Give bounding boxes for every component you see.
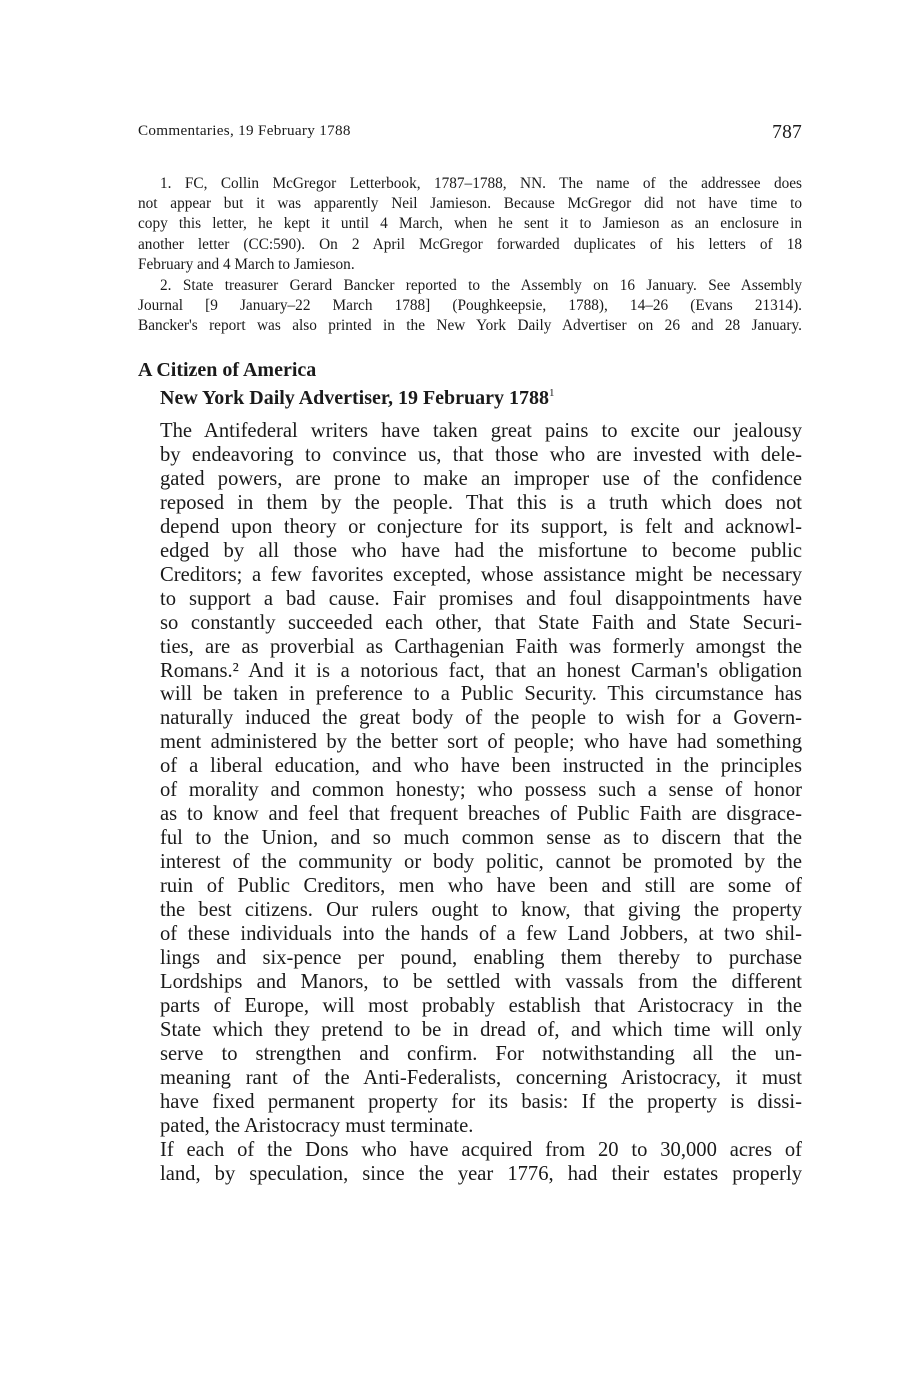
document-heading: [138, 356, 802, 412]
body-line: Romans.² And it is a notorious fact, that an honest Carman's obligation: [160, 659, 802, 682]
document-subtitle: [138, 384, 802, 412]
body-line: lings and six-pence per pound, enabling them thereby to purchase: [160, 946, 802, 969]
note-line: 1. FC, Collin McGregor Letterbook, 1787–1788, NN. The name of the addressee does: [160, 175, 802, 192]
body-line: of a liberal education, and who have been instructed in the principles: [160, 755, 802, 778]
paragraph-1: [138, 420, 802, 1139]
body-line: reposed in them by the people. That this is a truth which does not: [160, 491, 802, 514]
note-line: 2. State treasurer Gerard Bancker reported to the Assembly on 16 January. See Assembly: [160, 277, 802, 295]
body-line: The Antifederal writers have taken great pains to excite our jealousy: [160, 420, 802, 442]
body-line: edged by all those who have had the misfortune to become public: [160, 539, 802, 562]
document-page: [138, 118, 802, 1185]
body-line: by endeavoring to convince us, that those who are invested with dele-: [160, 443, 802, 466]
body-line: Creditors; a few favorites excepted, whose assistance might be necessary: [160, 563, 802, 586]
body-line: ful to the Union, and so much common sense as to discern that the: [160, 827, 802, 850]
footnote-marker: 1: [549, 387, 555, 399]
body-line: will be taken in preference to a Public Security. This circumstance has: [160, 683, 802, 706]
body-line: land, by speculation, since the year 1776, had their estates properly: [160, 1162, 802, 1185]
body-line: ruin of Public Creditors, men who have been and still are some of: [160, 875, 802, 898]
body-line: the best citizens. Our rulers ought to know, that giving the property: [160, 899, 802, 922]
note-line: February and 4 March to Jamieson.: [138, 255, 355, 273]
body-line: naturally induced the great body of the people to wish for a Govern-: [160, 707, 802, 730]
note-line: Journal [9 January–22 March 1788] (Poughkeepsie, 1788), 14–26 (Evans 21314).: [138, 297, 802, 315]
body-line: parts of Europe, will most probably establish that Aristocracy in the: [160, 994, 802, 1017]
body-line: as to know and feel that frequent breaches of Public Faith are disgrace-: [160, 803, 802, 826]
body-line: so constantly succeeded each other, that State Faith and State Securi-: [160, 611, 802, 634]
note-line: Bancker's report was also printed in the New York Daily Advertiser on 26 and 28 January.: [138, 317, 802, 335]
body-line: serve to strengthen and confirm. For notwithstanding all the un-: [160, 1042, 802, 1065]
body-line: meaning rant of the Anti-Federalists, concerning Aristocracy, it must: [160, 1066, 802, 1089]
body-line: State which they pretend to be in dread of, and which time will only: [160, 1018, 802, 1041]
body-line: interest of the community or body politic, cannot be promoted by the: [160, 851, 802, 874]
footnote-1: [138, 174, 802, 275]
body-line: ties, are as proverbial as Carthagenian Faith was formerly amongst the: [160, 635, 802, 658]
paragraph-2: [138, 1139, 802, 1187]
body-line: ment administered by the better sort of people; who have had something: [160, 731, 802, 754]
document-body: [138, 420, 802, 1187]
note-line: another letter (CC:590). On 2 April McGregor forwarded duplicates of his letters of 18: [138, 235, 802, 253]
footnote-2: [138, 276, 802, 337]
subtitle-text: New York Daily Advertiser, 19 February 1788: [160, 387, 550, 409]
body-line: gated powers, are prone to make an improper use of the confidence: [160, 467, 802, 490]
footnotes: [138, 174, 802, 338]
body-line: depend upon theory or conjecture for its support, is felt and acknowl-: [160, 515, 802, 538]
page-number: 787: [772, 122, 802, 143]
body-line: If each of the Dons who have acquired from 20 to 30,000 acres of: [160, 1138, 802, 1161]
document-title: A Citizen of America: [138, 359, 317, 381]
body-line: Lordships and Manors, to be settled with vassals from the different: [160, 970, 802, 993]
body-line: have fixed permanent property for its basis: If the property is dissi-: [160, 1090, 802, 1113]
running-head: [138, 118, 802, 150]
running-head-title: Commentaries, 19 February 1788: [138, 122, 351, 139]
body-line: pated, the Aristocracy must terminate.: [160, 1114, 474, 1137]
note-line: copy this letter, he kept it until 4 March, when he sent it to Jamieson as an enclosure in: [138, 215, 802, 233]
note-line: not appear but it was apparently Neil Jamieson. Because McGregor did not have time to: [138, 195, 802, 213]
body-line: of these individuals into the hands of a few Land Jobbers, at two shil-: [160, 923, 802, 946]
body-line: of morality and common honesty; who possess such a sense of honor: [160, 779, 802, 802]
body-line: to support a bad cause. Fair promises and foul disappointments have: [160, 587, 802, 610]
